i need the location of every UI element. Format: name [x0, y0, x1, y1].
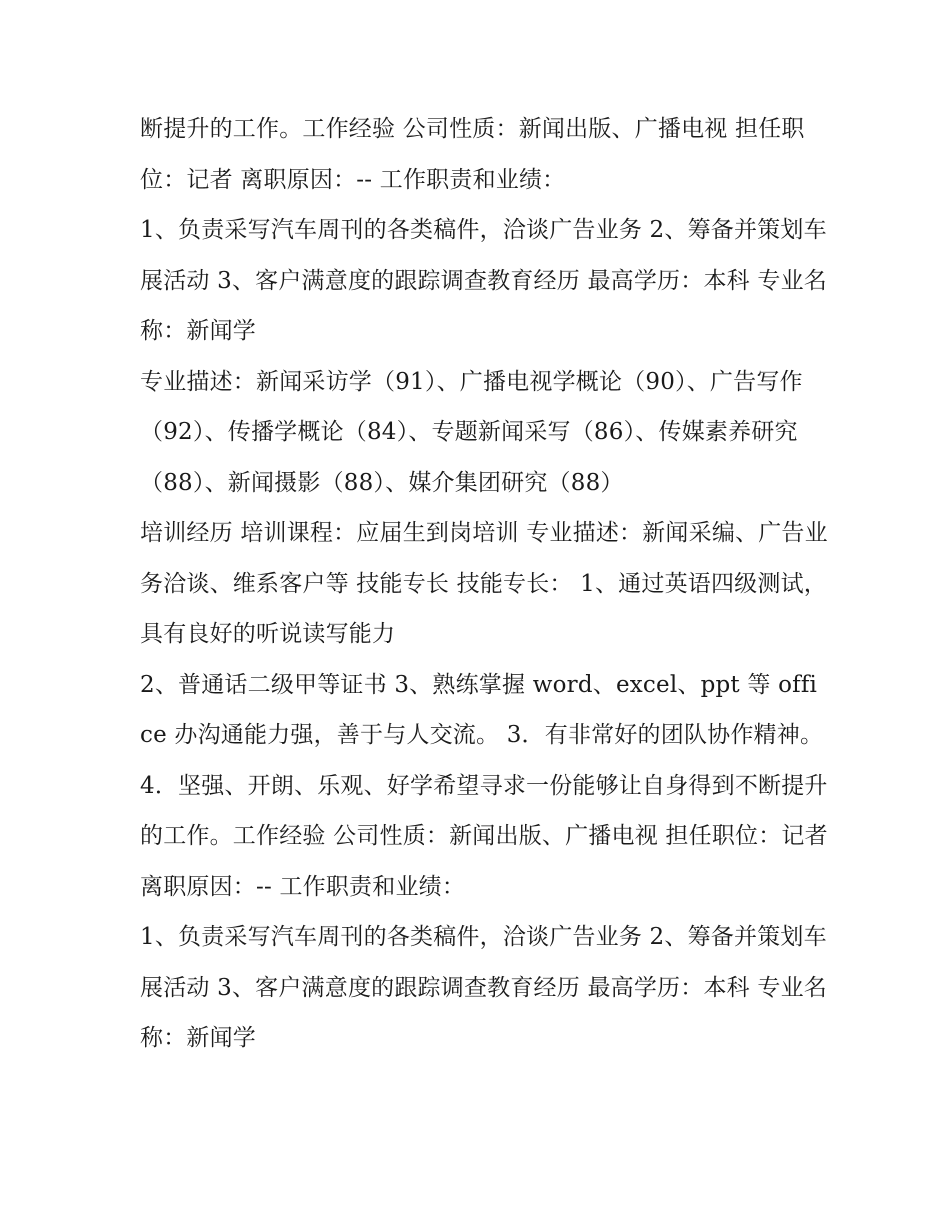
- paragraph-duties-education: 1、负责采写汽车周刊的各类稿件，洽谈广告业务 2、筹备并策划车展活动 3、客户满意度的跟踪调查教育经历 最高学历：本科 专业名称：新闻学: [140, 217, 827, 344]
- paragraph-work-experience: 断提升的工作。工作经验 公司性质：新闻出版、广播电视 担任职位：记者 离职原因：-- 工作职责和业绩：: [140, 116, 805, 193]
- paragraph-certificates: 2、普通话二级甲等证书 3、熟练掌握 word、excel、ppt 等 office 办沟通能力强，善于与人交流。 3．有非常好的团队协作精神。: [140, 671, 824, 748]
- paragraph-personality-work: 4．坚强、开朗、乐观、好学希望寻求一份能够让自身得到不断提升的工作。工作经验 公司性质：新闻出版、广播电视 担任职位：记者 离职原因：-- 工作职责和业绩：: [140, 772, 828, 900]
- paragraph-duties-education-repeat: 1、负责采写汽车周刊的各类稿件，洽谈广告业务 2、筹备并策划车展活动 3、客户满意度的跟踪调查教育经历 最高学历：本科 专业名称：新闻学: [140, 924, 827, 1051]
- paragraph-training-skills: 培训经历 培训课程：应届生到岗培训 专业描述：新闻采编、广告业务洽谈、维系客户等 技能专长 技能专长： 1、通过英语四级测试，具有良好的听说读写能力: [140, 520, 828, 647]
- document-body: [140, 104, 830, 1064]
- paragraph-major-description: 专业描述：新闻采访学（91）、广播电视学概论（90）、广告写作（92）、传播学概论（84）、专题新闻采写（86）、传媒素养研究（88）、新闻摄影（88）、媒介集团研究（88）: [140, 368, 803, 496]
